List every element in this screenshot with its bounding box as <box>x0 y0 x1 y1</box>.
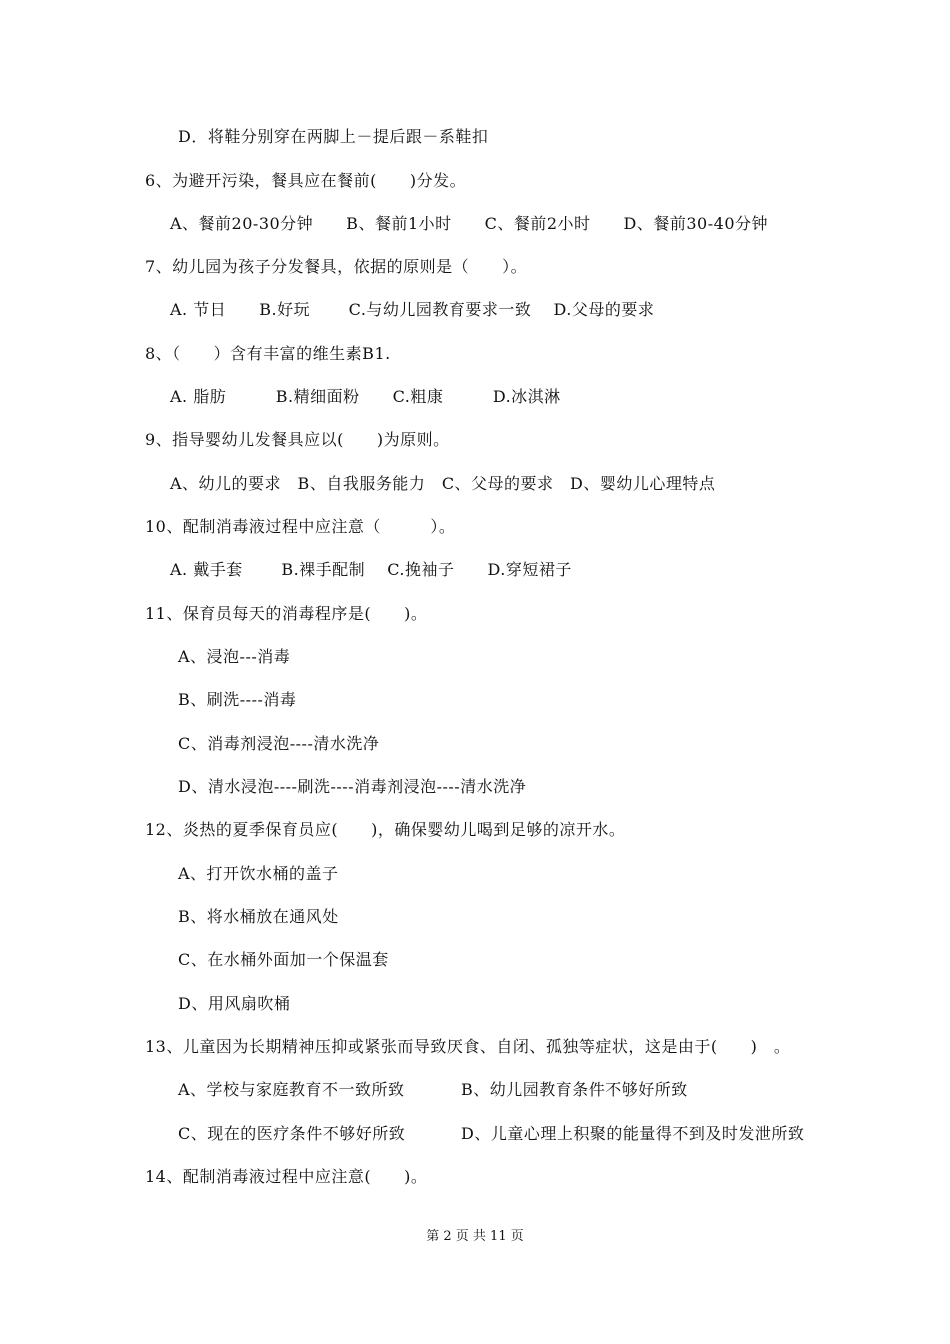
question-9: 9、指导婴幼儿发餐具应以( )为原则。 <box>145 430 450 449</box>
q8-options: A. 脂肪 B.精细面粉 C.粗康 D.冰淇淋 <box>170 387 561 406</box>
q7-options: A. 节日 B.好玩 C.与幼儿园教育要求一致 D.父母的要求 <box>170 300 655 319</box>
q13-option-b: B、幼儿园教育条件不够好所致 <box>461 1080 688 1099</box>
question-10: 10、配制消毒液过程中应注意（ ）。 <box>145 517 456 536</box>
q11-option-b: B、刷洗----消毒 <box>178 690 297 709</box>
question-14: 14、配制消毒液过程中应注意( )。 <box>145 1167 428 1186</box>
q5-option-d: D．将鞋分别穿在两脚上－提后跟－系鞋扣 <box>178 127 489 146</box>
q13-option-d: D、儿童心理上积聚的能量得不到及时发泄所致 <box>461 1124 805 1143</box>
q11-option-c: C、消毒剂浸泡----清水洗净 <box>178 734 380 753</box>
q9-options: A、幼儿的要求 B、自我服务能力 C、父母的要求 D、婴幼儿心理特点 <box>170 474 716 493</box>
q13-option-c: C、现在的医疗条件不够好所致 <box>178 1124 406 1143</box>
q11-option-a: A、浸泡---消毒 <box>178 647 291 666</box>
q11-option-d: D、清水浸泡----刷洗----消毒剂浸泡----清水洗净 <box>178 777 527 796</box>
q12-option-a: A、打开饮水桶的盖子 <box>178 864 339 883</box>
question-13: 13、儿童因为长期精神压抑或紧张而导致厌食、自闭、孤独等症状，这是由于( ) 。 <box>145 1037 791 1056</box>
question-12: 12、炎热的夏季保育员应( )，确保婴幼儿喝到足够的凉开水。 <box>145 820 626 839</box>
q12-option-c: C、在水桶外面加一个保温套 <box>178 950 389 969</box>
q13-option-a: A、学校与家庭教育不一致所致 <box>178 1080 405 1099</box>
page-footer: 第 2 页 共 11 页 <box>426 1229 524 1244</box>
question-8: 8、（ ）含有丰富的维生素B1. <box>145 344 391 363</box>
question-11: 11、保育员每天的消毒程序是( )。 <box>145 604 428 623</box>
question-6: 6、为避开污染，餐具应在餐前( )分发。 <box>145 171 467 190</box>
q12-option-d: D、用风扇吹桶 <box>178 994 291 1013</box>
q6-options: A、餐前20-30分钟 B、餐前1小时 C、餐前2小时 D、餐前30-40分钟 <box>170 214 768 233</box>
q12-option-b: B、将水桶放在通风处 <box>178 907 339 926</box>
q10-options: A. 戴手套 B.裸手配制 C.挽袖子 D.穿短裙子 <box>170 560 572 579</box>
question-7: 7、幼儿园为孩子分发餐具，依据的原则是（ ）。 <box>145 257 528 276</box>
